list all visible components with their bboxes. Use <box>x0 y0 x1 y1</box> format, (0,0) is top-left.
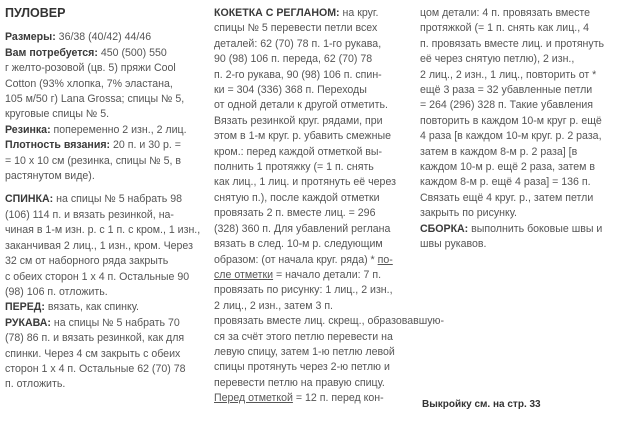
section-heading: Резинка: <box>5 123 51 136</box>
text-line <box>214 222 412 237</box>
section-heading: СБОРКА: <box>420 222 469 235</box>
body-text: спинки. Через 4 см закрыть с обеих <box>5 347 181 360</box>
text-line <box>214 191 412 206</box>
section-heading: Вам потребуется: <box>5 46 98 59</box>
text-line <box>5 46 205 61</box>
section-heading: СПИНКА: <box>5 193 54 206</box>
text-line <box>214 376 412 391</box>
body-text: каждом 8-м р. ещё 4 раза] = 136 п. <box>420 176 591 189</box>
text-line <box>5 223 205 238</box>
body-text: цом детали: 4 п. провязать вместе <box>420 7 591 19</box>
text-line <box>5 169 205 184</box>
underlined-text: Перед отметкой <box>214 392 293 405</box>
text-line <box>5 61 205 76</box>
body-text: спицы протянуть через 2-ю петлю и <box>214 361 390 374</box>
body-text: ся за счёт этого петлю перевести на <box>214 330 393 343</box>
text-line <box>214 206 412 221</box>
text-line <box>5 377 205 392</box>
text-line <box>5 270 205 285</box>
body-text: ещё 3 раза = 32 убавленные петли <box>420 84 593 97</box>
body-text: от одной детали к другой отметить. <box>214 99 388 112</box>
text-line <box>5 331 205 346</box>
text-line <box>420 160 616 175</box>
text-line <box>214 299 412 314</box>
body-text: попеременно 2 изн., 2 лиц. <box>50 123 187 136</box>
body-text: на спицы № 5 набрать 70 <box>50 316 180 329</box>
paragraph-gap <box>5 22 205 30</box>
body-text: 32 см от наборного ряда закрыть <box>5 255 169 268</box>
body-text: (328) 360 п. Для убавлений реглана <box>214 222 391 235</box>
body-text: г желто-розовой (цв. 5) пряжи Cool <box>5 62 176 75</box>
body-text: вязать, как спинку. <box>44 301 139 314</box>
body-text: п. 2-го рукава, 90 (98) 106 п. спин- <box>214 68 382 81</box>
body-text: провязать вместе лиц. скрещ., образовавшую- <box>214 315 445 328</box>
body-text: протяжкой (= 1 п. снять как лиц., 4 <box>420 22 590 35</box>
text-line <box>5 362 205 377</box>
body-text: на круг. <box>339 7 379 19</box>
underlined-text: по- <box>377 253 393 266</box>
body-text: с обеих сторон 1 х 4 п. Остальные 90 <box>5 270 190 283</box>
text-line <box>214 175 412 190</box>
body-text: растянутом виде). <box>5 170 95 183</box>
text-line <box>214 237 412 252</box>
text-line <box>5 123 205 138</box>
text-line <box>214 268 412 283</box>
text-line <box>5 30 205 45</box>
body-text: перевести петлю на правую спицу. <box>214 376 385 389</box>
text-line <box>214 314 445 329</box>
section-heading: Плотность вязания: <box>5 139 111 152</box>
body-text: = 264 (296) 328 п. Такие убавления <box>420 99 594 112</box>
body-text: ки = 304 (336) 368 п. Переходы <box>214 84 367 97</box>
text-line <box>214 68 412 83</box>
body-text: (106) 114 п. и вязать резинкой, на- <box>5 208 174 221</box>
text-line <box>214 6 412 21</box>
text-line <box>214 360 412 375</box>
body-text: = 12 п. перед кон- <box>292 392 384 405</box>
body-text: вязать в след. 10-м р. следующим <box>214 238 383 251</box>
text-line <box>420 222 616 237</box>
body-text: швы рукавов. <box>420 238 487 251</box>
body-text: кром.: перед каждой отметкой вы- <box>214 145 383 158</box>
text-line <box>420 175 616 190</box>
text-line <box>420 191 616 206</box>
body-text: провязать 2 п. вместе лиц. = 296 <box>214 207 376 220</box>
text-line <box>420 206 616 221</box>
column-3 <box>420 6 616 253</box>
body-text: заканчивая 2 лиц., 1 изн., кром. Через <box>5 239 193 252</box>
text-line <box>5 154 205 169</box>
section-heading: КОКЕТКА С РЕГЛАНОМ: <box>214 7 340 19</box>
text-line <box>214 391 412 406</box>
body-text: п. отложить. <box>5 378 66 391</box>
body-text: круговые спицы № 5. <box>5 108 110 121</box>
body-text: 20 п. и 30 р. = <box>110 139 181 152</box>
body-text: 2 лиц., 2 изн., затем 3 п. <box>214 299 334 312</box>
text-line <box>5 347 205 362</box>
text-line <box>420 114 616 129</box>
text-line <box>5 138 205 153</box>
text-line <box>5 192 205 207</box>
text-line <box>214 330 412 345</box>
text-line <box>420 68 616 83</box>
text-line <box>5 107 205 122</box>
text-line <box>5 92 205 107</box>
text-line <box>214 21 412 36</box>
text-line <box>214 98 412 113</box>
body-text: затем в каждом 8-м р. 2 раза] [в <box>420 145 578 158</box>
body-text: деталей: 62 (70) 78 п. 1-го рукава, <box>214 37 382 50</box>
body-text: каждом 10-м р. ещё 2 раза, затем в <box>420 161 596 174</box>
body-text: полнить 1 протяжку (= 1 п. снять <box>214 161 374 174</box>
body-text: выполнить боковые швы и <box>468 222 603 235</box>
text-line <box>5 208 205 223</box>
body-text: снятую п.), после каждой отметки <box>214 191 380 204</box>
text-line <box>214 160 412 175</box>
text-line <box>214 283 412 298</box>
body-text: 450 (500) 550 <box>97 46 167 59</box>
body-text: на спицы № 5 набрать 98 <box>53 193 182 206</box>
text-line <box>420 237 616 252</box>
body-text: закрыть по рисунку. <box>420 207 517 220</box>
body-text: спицы № 5 перевести петли всех <box>214 22 378 35</box>
text-line <box>214 37 412 52</box>
body-text: провязать по рисунку: 1 лиц., 2 изн., <box>214 284 393 297</box>
body-text: её через снятую петлю), 2 изн., <box>420 53 575 66</box>
body-text: как лиц., 1 лиц. и протянуть её через <box>214 176 396 189</box>
body-text: Связать ещё 4 круг. р., затем петли <box>420 191 594 204</box>
body-text: 2 лиц., 2 изн., 1 лиц., повторить от * <box>420 68 597 81</box>
body-text: чиная в 1-м изн. р. с 1 п. с кром., 1 изн., <box>5 224 201 237</box>
body-text: = начало детали: 7 п. <box>273 268 382 281</box>
text-line <box>5 316 205 331</box>
text-line <box>5 254 205 269</box>
text-line <box>420 52 616 67</box>
text-line <box>5 300 205 315</box>
body-text: 105 м/50 г) Lana Grossa; спицы № 5, <box>5 93 185 106</box>
text-line <box>5 6 205 22</box>
body-text: 36/38 (40/42) 44/46 <box>55 31 152 44</box>
text-line <box>420 145 616 160</box>
text-line <box>214 345 412 360</box>
text-line <box>420 21 616 36</box>
section-heading: Размеры: <box>5 31 56 44</box>
body-text: 4 раза [в каждом 10-м круг. р. 2 раза, <box>420 130 602 143</box>
body-text: п. провязать вместе лиц. и протянуть <box>420 37 605 50</box>
text-line <box>420 98 616 113</box>
section-heading: РУКАВА: <box>5 316 51 329</box>
text-line <box>5 239 205 254</box>
body-text: Cotton (93% хлопка, 7% эластана, <box>5 77 173 90</box>
body-text: сторон 1 х 4 п. Остальные 62 (70) 78 <box>5 362 186 375</box>
text-line <box>214 52 412 67</box>
text-line <box>420 83 616 98</box>
paragraph-gap <box>5 184 205 192</box>
body-text: (98) 106 п. отложить. <box>5 285 108 298</box>
text-line <box>5 285 205 300</box>
body-text: левую спицу, затем 1-ю петлю левой <box>214 345 395 358</box>
text-line <box>214 114 412 129</box>
section-heading: ПЕРЕД: <box>5 301 45 314</box>
body-text: Вязать резинкой круг. рядами, при <box>214 114 383 127</box>
text-line <box>214 129 412 144</box>
text-line <box>420 129 616 144</box>
column-1 <box>5 6 205 393</box>
underlined-text: сле отметки <box>214 268 274 281</box>
text-line <box>420 37 616 52</box>
section-heading: ПУЛОВЕР <box>5 6 66 20</box>
text-line <box>214 253 412 268</box>
body-text: (78) 86 п. и вязать резинкой, как для <box>5 332 185 345</box>
body-text: образом: (от начала круг. ряда) * <box>214 253 378 266</box>
body-text: 90 (98) 106 п. переда, 62 (70) 78 <box>214 53 373 66</box>
body-text: = 10 х 10 см (резинка, спицы № 5, в <box>5 154 181 167</box>
body-text: этом в 1-м круг. р. убавить смежные <box>214 130 391 143</box>
text-line <box>214 83 412 98</box>
text-line <box>214 145 412 160</box>
body-text: повторить в каждом 10-м круг р. ещё <box>420 114 602 127</box>
pattern-reference: Выкройку см. на стр. 33 <box>422 399 541 410</box>
text-line <box>420 6 616 21</box>
text-line <box>5 77 205 92</box>
